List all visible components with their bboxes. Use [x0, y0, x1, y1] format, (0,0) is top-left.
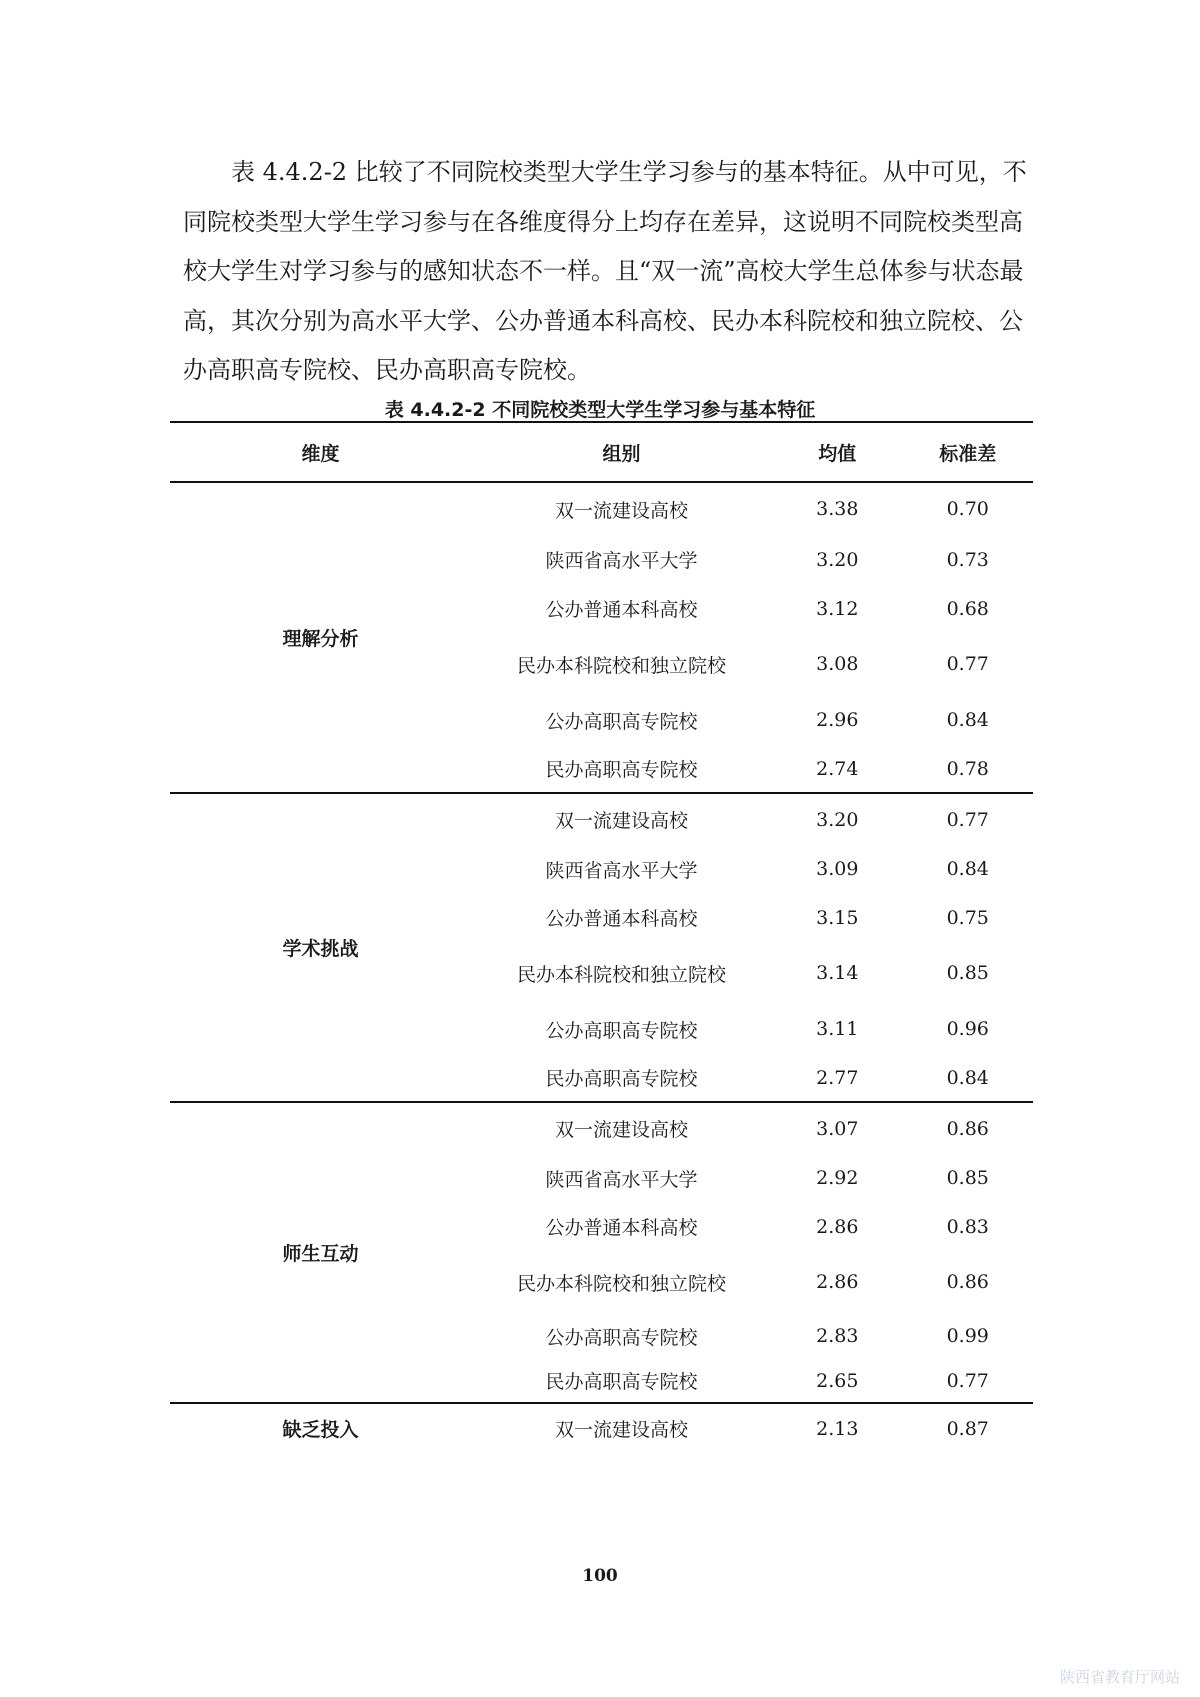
mean-cell: 2.83 — [816, 1325, 859, 1347]
sd-cell: 0.86 — [903, 1102, 1033, 1154]
mean-cell: 3.12 — [816, 597, 859, 620]
mean-cell: 3.38 — [816, 498, 859, 520]
sd-cell: 0.87 — [903, 1403, 1033, 1453]
sd-cell: 0.83 — [946, 1215, 989, 1238]
group-cell: 民办本科院校和独立院校 — [517, 963, 727, 986]
group-cell: 陕西省高水平大学 — [545, 550, 698, 572]
group-cell: 民办本科院校和独立院校 — [517, 1272, 727, 1295]
sd-cell: 0.84 — [946, 858, 989, 880]
table-row — [170, 1102, 1033, 1154]
table-caption: 表 4.4.2-2 不同院校类型大学生学习参与基本特征 — [384, 399, 816, 421]
mean-cell: 3.08 — [816, 653, 859, 675]
header-mean: 均值 — [772, 422, 902, 482]
mean-cell: 2.65 — [816, 1369, 859, 1392]
group-cell: 公办普通本科高校 — [545, 1217, 698, 1239]
dimension-cell: 师生互动 — [170, 1102, 471, 1403]
sd-cell: 0.84 — [946, 1066, 989, 1089]
paragraph-line: 高，其次分别为高水平大学、公办普通本科高校、民办本科院校和独立院校、公 — [183, 306, 1023, 335]
table-header-row — [170, 422, 1033, 482]
paragraph-line: 同院校类型大学生学习参与在各维度得分上均存在差异，这说明不同院校类型高 — [183, 207, 1023, 236]
dimension-cell: 学术挑战 — [170, 793, 471, 1102]
paragraph-line: 校大学生对学习参与的感知状态不一样。且“双一流”高校大学生总体参与状态最 — [183, 257, 1024, 285]
mean-cell: 3.09 — [816, 858, 859, 880]
group-cell: 双一流建设高校 — [471, 1102, 772, 1154]
group-cell: 公办高职高专院校 — [545, 1019, 698, 1042]
mean-cell: 2.86 — [816, 1215, 859, 1238]
sd-cell: 0.78 — [946, 757, 989, 780]
sd-cell: 0.75 — [946, 906, 989, 929]
sd-cell: 0.68 — [946, 597, 989, 620]
page-number: 100 — [582, 1566, 618, 1586]
sd-cell: 0.99 — [946, 1325, 989, 1347]
mean-cell: 2.92 — [816, 1167, 859, 1189]
sd-cell: 0.77 — [946, 653, 989, 675]
mean-cell: 3.20 — [816, 548, 859, 571]
body-paragraph — [183, 148, 1027, 396]
group-cell: 公办普通本科高校 — [545, 908, 698, 930]
group-cell: 公办高职高专院校 — [545, 710, 698, 733]
table-row — [170, 793, 1033, 845]
sd-cell: 0.84 — [946, 709, 989, 731]
sd-cell: 0.96 — [946, 1018, 989, 1040]
dimension-cell: 缺乏投入 — [170, 1403, 471, 1453]
mean-cell: 3.15 — [816, 906, 859, 929]
group-cell: 双一流建设高校 — [471, 1403, 772, 1453]
table-row — [170, 482, 1033, 535]
group-cell: 公办普通本科高校 — [545, 599, 698, 621]
mean-cell: 2.13 — [772, 1403, 902, 1453]
mean-cell: 3.07 — [772, 1102, 902, 1154]
mean-cell: 2.96 — [816, 709, 859, 731]
sd-cell: 0.85 — [946, 962, 989, 984]
mean-cell: 2.77 — [816, 1066, 859, 1089]
sd-cell: 0.73 — [946, 548, 989, 571]
watermark: 陕西省教育厅网站 — [1059, 1668, 1180, 1686]
paragraph-line: 表 4.4.2-2 比较了不同院校类型大学生学习参与的基本特征。从中可见，不 — [183, 158, 1027, 186]
group-cell: 民办高职高专院校 — [545, 1371, 698, 1393]
mean-cell: 3.11 — [816, 1018, 859, 1040]
header-dimension: 维度 — [170, 422, 471, 482]
paragraph-line: 办高职高专院校、民办高职高专院校。 — [183, 356, 591, 384]
header-group: 组别 — [471, 422, 772, 482]
mean-cell: 3.20 — [772, 793, 902, 845]
group-cell: 民办高职高专院校 — [545, 759, 698, 781]
mean-cell: 3.14 — [816, 962, 859, 984]
group-cell: 民办高职高专院校 — [545, 1068, 698, 1090]
mean-cell: 2.74 — [816, 757, 859, 780]
group-cell: 陕西省高水平大学 — [545, 859, 698, 882]
table-body — [170, 482, 1033, 1453]
sd-cell: 0.85 — [946, 1167, 989, 1189]
data-table — [170, 421, 1033, 1453]
group-cell: 民办本科院校和独立院校 — [517, 654, 727, 677]
group-cell: 公办高职高专院校 — [545, 1326, 698, 1349]
group-cell: 陕西省高水平大学 — [545, 1168, 698, 1191]
group-cell: 双一流建设高校 — [555, 499, 689, 522]
dimension-cell: 理解分析 — [282, 628, 359, 650]
table-row — [170, 1403, 1033, 1453]
group-cell: 双一流建设高校 — [471, 793, 772, 845]
sd-cell: 0.77 — [946, 1369, 989, 1392]
sd-cell: 0.70 — [946, 498, 989, 520]
sd-cell: 0.77 — [903, 793, 1033, 845]
sd-cell: 0.86 — [946, 1271, 989, 1293]
mean-cell: 2.86 — [816, 1271, 859, 1293]
header-sd: 标准差 — [903, 422, 1033, 482]
